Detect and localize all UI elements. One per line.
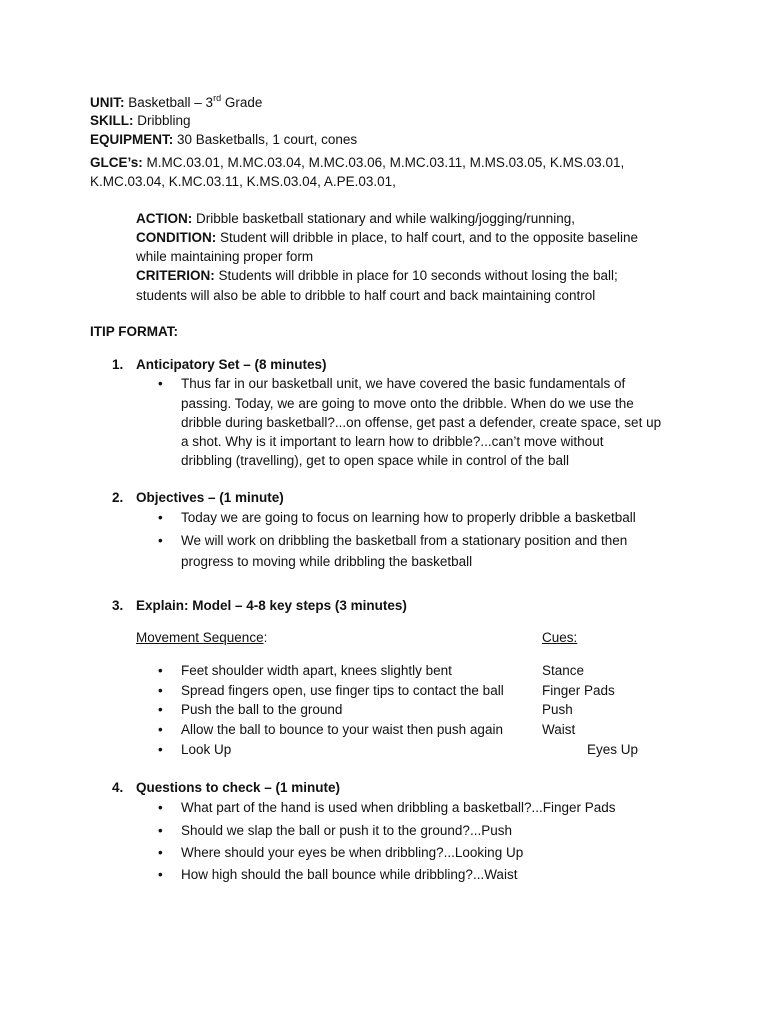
bullet-icon: • xyxy=(158,376,163,391)
unit-value: Basketball – 3 xyxy=(128,95,214,110)
bullet-icon: • xyxy=(158,702,163,717)
step-text: Push the ball to the ground xyxy=(181,702,343,717)
itip-heading xyxy=(90,323,178,341)
section-number: 1. xyxy=(112,357,124,372)
condition-line-2 xyxy=(136,248,313,266)
equipment-line xyxy=(90,131,357,149)
bullet-icon: • xyxy=(158,845,163,860)
cues-header: Cues: xyxy=(542,630,578,645)
movement-sequence-header xyxy=(136,629,267,647)
criterion-text: Students will dribble in place for 10 seconds without losing the ball; xyxy=(218,268,618,283)
movement-sequence-label: Movement Sequence xyxy=(136,630,264,645)
question-text: Where should your eyes be when dribbling?...Looking Up xyxy=(181,845,524,860)
equipment-value: 30 Basketballs, 1 court, cones xyxy=(177,132,358,147)
step-text: Look Up xyxy=(181,742,232,757)
action-text: Dribble basketball stationary and while walking/jogging/running, xyxy=(196,211,575,226)
bullet-icon: • xyxy=(158,867,163,882)
section-title: Explain: Model – 4-8 key steps (3 minutes) xyxy=(136,598,407,613)
section-number: 4. xyxy=(112,780,124,795)
skill-line xyxy=(90,112,191,130)
criterion-text-2: students will also be able to dribble to half court and back maintaining control xyxy=(136,288,596,303)
condition-text-2: while maintaining proper form xyxy=(136,249,314,264)
action-line xyxy=(136,210,575,228)
bullet-text-continued: a shot. Why is it important to learn how to dribble?...can’t move without xyxy=(181,434,604,449)
bullet-text-continued: progress to moving while dribbling the basketball xyxy=(181,554,473,569)
bullet-icon: • xyxy=(158,663,163,678)
bullet-icon: • xyxy=(158,823,163,838)
step-text: Feet shoulder width apart, knees slightly bent xyxy=(181,663,452,678)
step-cue: Finger Pads xyxy=(542,683,615,698)
question-text: Should we slap the ball or push it to the ground?...Push xyxy=(181,823,512,838)
bullet-icon: • xyxy=(158,800,163,815)
question-text: How high should the ball bounce while dribbling?...Waist xyxy=(181,867,518,882)
question-text: What part of the hand is used when dribbling a basketball?...Finger Pads xyxy=(181,800,616,815)
bullet-text: Today we are going to focus on learning how to properly dribble a basketball xyxy=(181,510,636,525)
bullet-icon: • xyxy=(158,510,163,525)
bullet-icon: • xyxy=(158,683,163,698)
step-text: Allow the ball to bounce to your waist then push again xyxy=(181,722,503,737)
glce-line-2 xyxy=(90,173,396,191)
action-label: ACTION: xyxy=(136,211,193,226)
section-number: 3. xyxy=(112,598,124,613)
step-cue: Waist xyxy=(542,722,576,737)
bullet-text: Thus far in our basketball unit, we have covered the basic fundamentals of xyxy=(181,376,626,391)
condition-label: CONDITION: xyxy=(136,230,217,245)
bullet-icon: • xyxy=(158,533,163,548)
movement-sequence-colon: : xyxy=(263,630,268,645)
step-cue: Eyes Up xyxy=(587,742,639,757)
glce-line-1 xyxy=(90,154,624,172)
equipment-label: EQUIPMENT: xyxy=(90,132,174,147)
section-number: 2. xyxy=(112,490,124,505)
criterion-line xyxy=(136,267,618,285)
glce-codes-2: K.MC.03.04, K.MC.03.11, K.MS.03.04, A.PE.03.01, xyxy=(90,174,396,189)
step-cue: Push xyxy=(542,702,573,717)
section-title: Objectives – (1 minute) xyxy=(136,490,284,505)
bullet-text-continued: dribbling (travelling), get to open space while in control of the ball xyxy=(181,453,569,468)
bullet-text-continued: dribble during basketball?...on offense, get past a defender, create space, set up xyxy=(181,415,662,430)
condition-text: Student will dribble in place, to half court, and to the opposite baseline xyxy=(220,230,639,245)
criterion-label: CRITERION: xyxy=(136,268,215,283)
bullet-text-continued: passing. Today, we are going to move onto the dribble. When do we use the xyxy=(181,396,634,411)
unit-line xyxy=(90,94,262,112)
condition-line xyxy=(136,229,638,247)
section-title: Anticipatory Set – (8 minutes) xyxy=(136,357,327,372)
glce-label: GLCE’s: xyxy=(90,155,143,170)
unit-label: UNIT: xyxy=(90,95,125,110)
criterion-line-2 xyxy=(136,287,595,305)
bullet-text: We will work on dribbling the basketball from a stationary position and then xyxy=(181,533,628,548)
unit-suffix: Grade xyxy=(224,95,263,110)
unit-superscript: rd xyxy=(213,93,222,103)
step-cue: Stance xyxy=(542,663,585,678)
skill-label: SKILL: xyxy=(90,113,134,128)
bullet-icon: • xyxy=(158,722,163,737)
itip-heading-text: ITIP FORMAT: xyxy=(90,324,178,339)
glce-codes-1: M.MC.03.01, M.MC.03.04, M.MC.03.06, M.MC.03.11, M.MS.03.05, K.MS.03.01, xyxy=(146,155,625,170)
bullet-icon: • xyxy=(158,742,163,757)
section-title: Questions to check – (1 minute) xyxy=(136,780,341,795)
step-text: Spread fingers open, use finger tips to contact the ball xyxy=(181,683,504,698)
skill-value: Dribbling xyxy=(137,113,191,128)
